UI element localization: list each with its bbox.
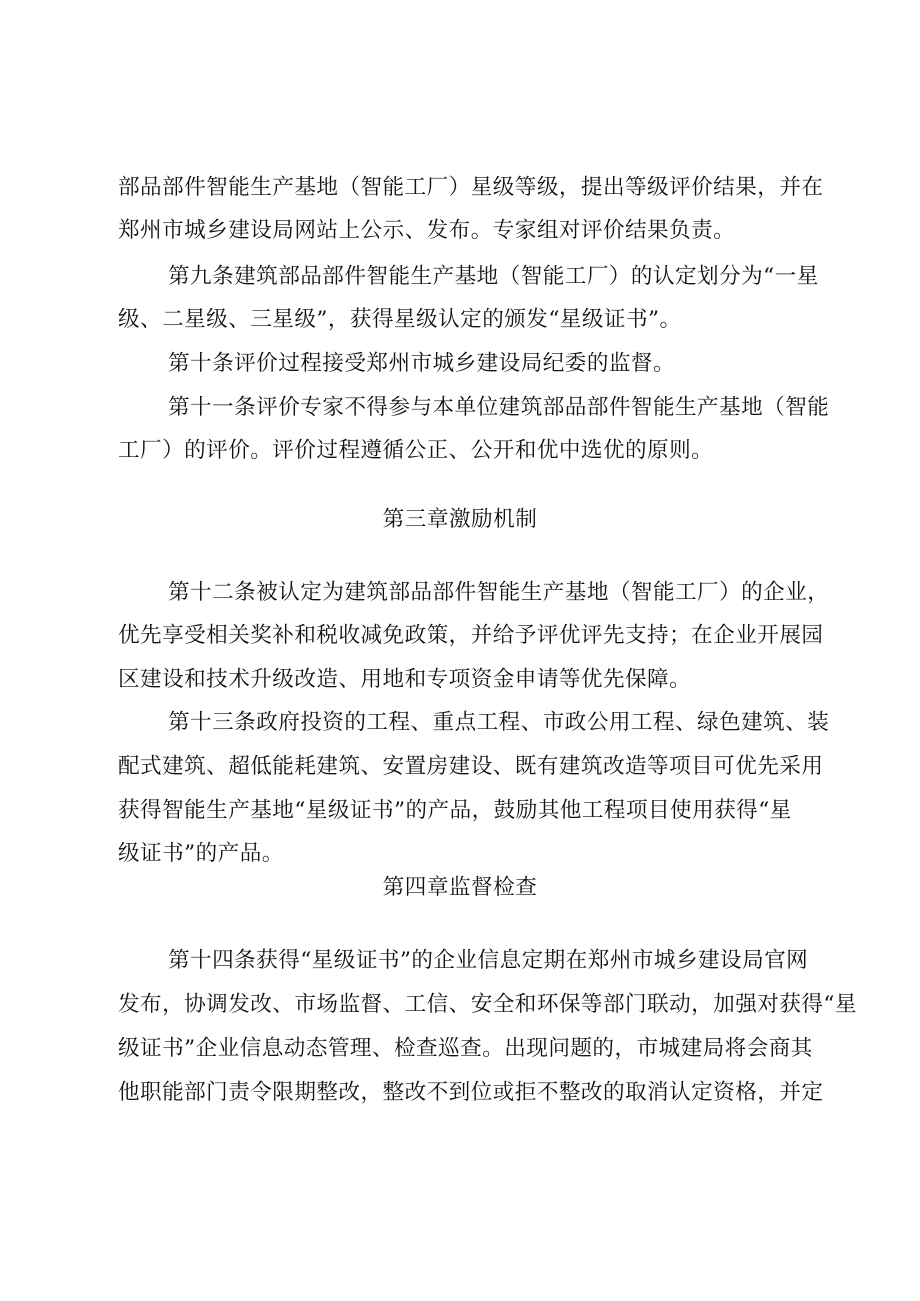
- article-12-line: 第十二条被认定为建筑部品部件智能生产基地（智能工厂）的企业，: [168, 580, 830, 605]
- article-11-line: 第十一条评价专家不得参与本单位建筑部品部件智能生产基地（智能: [168, 395, 830, 420]
- article-14-line: 第十四条获得“星级证书”的企业信息定期在郑州市城乡建设局官网: [168, 948, 809, 973]
- article-13-line: 第十三条政府投资的工程、重点工程、市政公用工程、绿色建筑、装: [168, 710, 830, 735]
- paragraph-line: 级证书”的产品。: [118, 841, 284, 866]
- paragraph-line: 级、二星级、三星级”，获得星级认定的颁发“星级证书”。: [118, 307, 682, 332]
- paragraph-line: 发布，协调发改、市场监督、工信、安全和环保等部门联动，加强对获得“星: [118, 992, 857, 1017]
- paragraph-line: 郑州市城乡建设局网站上公示、发布。专家组对评价结果负责。: [118, 218, 736, 243]
- paragraph-line: 部品部件智能生产基地（智能工厂）星级等级，提出等级评价结果，并在: [118, 175, 824, 200]
- paragraph-line: 获得智能生产基地“星级证书”的产品，鼓励其他工程项目使用获得“星: [118, 798, 792, 823]
- paragraph-line: 他职能部门责令限期整改，整改不到位或拒不整改的取消认定资格，并定: [118, 1080, 824, 1105]
- chapter-3-heading: 第三章激励机制: [382, 507, 538, 532]
- chapter-4-heading: 第四章监督检查: [382, 875, 538, 900]
- article-10-line: 第十条评价过程接受郑州市城乡建设局纪委的监督。: [168, 351, 676, 376]
- paragraph-line: 优先享受相关奖补和税收减免政策，并给予评优评先支持；在企业开展园: [118, 623, 824, 648]
- paragraph-line: 工厂）的评价。评价过程遵循公正、公开和优中选优的原则。: [118, 438, 714, 463]
- article-9-line: 第九条建筑部品部件智能生产基地（智能工厂）的认定划分为“一星: [168, 264, 819, 289]
- paragraph-line: 配式建筑、超低能耗建筑、安置房建设、既有建筑改造等项目可优先采用: [118, 754, 824, 779]
- paragraph-line: 区建设和技术升级改造、用地和专项资金申请等优先保障。: [118, 667, 692, 692]
- paragraph-line: 级证书”企业信息动态管理、检查巡查。出现问题的，市城建局将会商其: [118, 1036, 813, 1061]
